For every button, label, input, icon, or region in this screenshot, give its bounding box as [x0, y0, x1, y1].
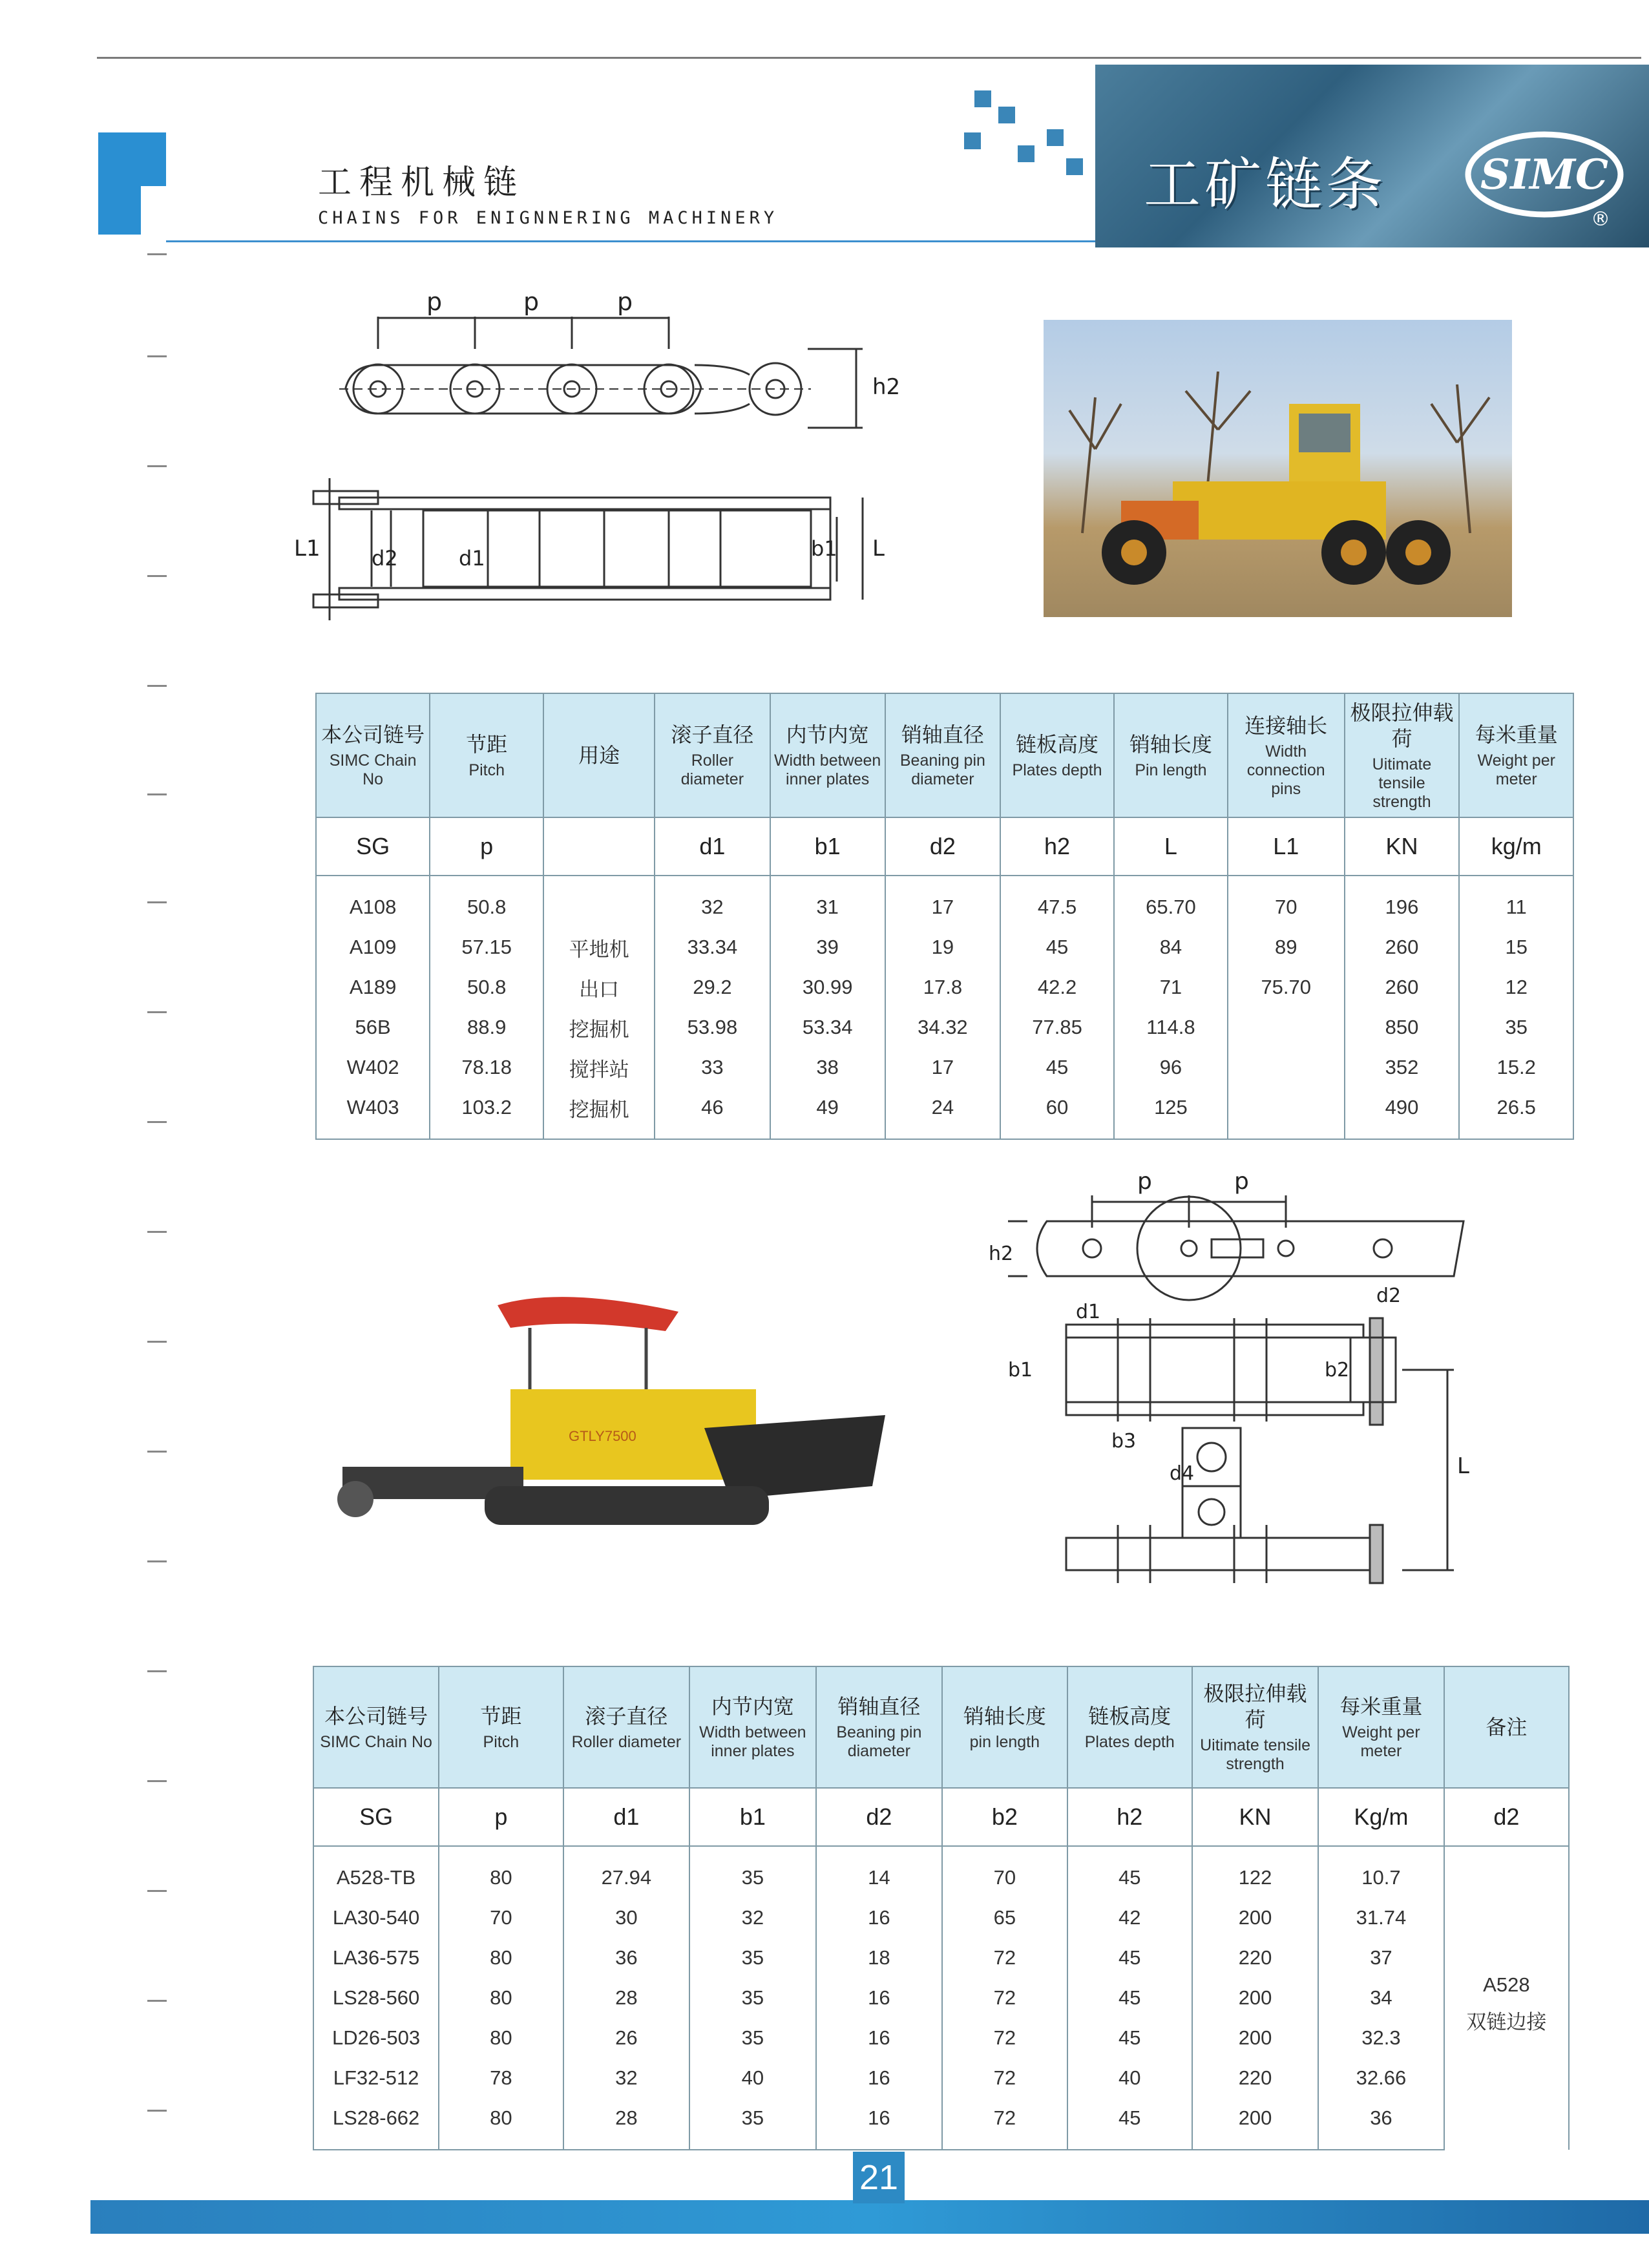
table-cell: 32 — [563, 2058, 690, 2098]
t1-symbol: KN — [1345, 817, 1460, 876]
t2-header-cell: 极限拉伸载荷 Uitimate tensile strength — [1192, 1666, 1318, 1788]
table-cell: 17 — [885, 1047, 1000, 1087]
margin-tick — [147, 1011, 167, 1013]
table-cell: 16 — [816, 1898, 943, 1938]
table-cell: 29.2 — [655, 967, 770, 1007]
table-row — [316, 927, 1573, 967]
table-cell: 45 — [1067, 1978, 1192, 2018]
table-cell: 78.18 — [430, 1047, 543, 1087]
table-row — [313, 1898, 1569, 1938]
remark-line: 双链边接 — [1466, 2011, 1547, 2034]
t2-symbol: KN — [1192, 1788, 1318, 1846]
table-cell: 260 — [1345, 927, 1460, 967]
L1-label: L1 — [294, 536, 320, 562]
table-cell: 30 — [563, 1898, 690, 1938]
table-cell: 40 — [689, 2058, 815, 2098]
t1-symbol: p — [430, 817, 543, 876]
svg-text:d4: d4 — [1170, 1462, 1195, 1485]
table-cell: 56B — [316, 1007, 430, 1047]
table-cell: 45 — [1067, 2018, 1192, 2058]
margin-tick — [147, 465, 167, 467]
table-cell: 11 — [1459, 876, 1573, 927]
table-row — [313, 1938, 1569, 1978]
table-cell: 70 — [1228, 876, 1345, 927]
grader-photo — [1044, 320, 1512, 617]
table-cell: 31 — [770, 876, 885, 927]
L-label: L — [872, 536, 885, 562]
table-cell: 32.66 — [1318, 2058, 1444, 2098]
svg-text:b2: b2 — [1325, 1359, 1350, 1381]
table-cell: 72 — [942, 2098, 1067, 2150]
table-cell: 72 — [942, 2018, 1067, 2058]
registered-mark: ® — [1591, 208, 1610, 231]
decor-square — [964, 132, 981, 149]
table-cell: 35 — [689, 1846, 815, 1898]
table-cell: 30.99 — [770, 967, 885, 1007]
table-cell: 57.15 — [430, 927, 543, 967]
table-cell: 200 — [1192, 2098, 1318, 2150]
table-cell: 27.94 — [563, 1846, 690, 1898]
table-cell: 18 — [816, 1938, 943, 1978]
page-title-cn: 工程机械链 — [318, 163, 525, 202]
table-cell: 490 — [1345, 1087, 1460, 1139]
table-cell: 平地机 — [543, 927, 655, 967]
table-cell: 72 — [942, 2058, 1067, 2098]
table-cell: 40 — [1067, 2058, 1192, 2098]
table-cell: A189 — [316, 967, 430, 1007]
table-cell: 42.2 — [1000, 967, 1114, 1007]
table-cell: 49 — [770, 1087, 885, 1139]
table-cell — [1228, 1007, 1345, 1047]
svg-text:h2: h2 — [989, 1243, 1014, 1265]
table-cell — [1228, 1047, 1345, 1087]
roller-chain-drawing — [294, 278, 901, 640]
t2-symbol: b1 — [689, 1788, 815, 1846]
table-cell: LA36-575 — [313, 1938, 439, 1978]
table-cell: 17 — [885, 876, 1000, 927]
margin-tick — [147, 575, 167, 577]
table-row — [316, 1007, 1573, 1047]
table-cell: 220 — [1192, 1938, 1318, 1978]
margin-tick — [147, 901, 167, 903]
simc-logo — [1464, 129, 1625, 220]
table-cell: 28 — [563, 2098, 690, 2150]
table-cell: 17.8 — [885, 967, 1000, 1007]
margin-tick — [147, 793, 167, 795]
table-cell: 26.5 — [1459, 1087, 1573, 1139]
table-cell: 42 — [1067, 1898, 1192, 1938]
page-number: 21 — [853, 2152, 905, 2203]
table-cell: LD26-503 — [313, 2018, 439, 2058]
table-cell: 16 — [816, 2018, 943, 2058]
decor-square — [974, 90, 991, 107]
table-cell: 60 — [1000, 1087, 1114, 1139]
machine-label: GTLY7500 — [569, 1428, 636, 1444]
table-cell: 32.3 — [1318, 2018, 1444, 2058]
margin-tick — [147, 1670, 167, 1672]
h2-label: h2 — [872, 374, 901, 400]
t1-header-cell: 销轴直径 Beaning pin diameter — [885, 693, 1000, 817]
svg-text:p: p — [1234, 1168, 1249, 1195]
table-cell: 70 — [439, 1898, 563, 1938]
table-cell: 37 — [1318, 1938, 1444, 1978]
svg-text:b3: b3 — [1111, 1430, 1137, 1453]
table-cell: W402 — [316, 1047, 430, 1087]
t1-header-cell: 节距 Pitch — [430, 693, 543, 817]
t1-header-cell: 销轴长度 Pin length — [1114, 693, 1228, 817]
svg-text:d2: d2 — [1376, 1285, 1402, 1307]
t1-header-cell: 用途 — [543, 693, 655, 817]
svg-text:d1: d1 — [1076, 1301, 1101, 1323]
header-accent-notch — [141, 186, 168, 238]
table-cell: W403 — [316, 1087, 430, 1139]
table-cell: 32 — [689, 1898, 815, 1938]
t2-symbol: d1 — [563, 1788, 690, 1846]
table-cell: 31.74 — [1318, 1898, 1444, 1938]
table-cell: LF32-512 — [313, 2058, 439, 2098]
table-cell: 35 — [689, 1938, 815, 1978]
table-cell: 71 — [1114, 967, 1228, 1007]
table-cell: 35 — [1459, 1007, 1573, 1047]
t2-symbol: h2 — [1067, 1788, 1192, 1846]
table-row — [316, 967, 1573, 1007]
b1-label: b1 — [811, 536, 837, 561]
t1-symbol: L1 — [1228, 817, 1345, 876]
table-row — [313, 1978, 1569, 2018]
table-cell: 96 — [1114, 1047, 1228, 1087]
decor-square — [998, 107, 1015, 123]
t1-symbol: L — [1114, 817, 1228, 876]
table-cell: 200 — [1192, 1978, 1318, 2018]
table-cell: 12 — [1459, 967, 1573, 1007]
table-cell: 出口 — [543, 967, 655, 1007]
t1-symbol: h2 — [1000, 817, 1114, 876]
table-cell: 72 — [942, 1938, 1067, 1978]
spec-table-2 — [313, 1666, 1570, 2150]
table-cell: 34.32 — [885, 1007, 1000, 1047]
table-cell: 36 — [1318, 2098, 1444, 2150]
table-cell: 220 — [1192, 2058, 1318, 2098]
table-cell: 196 — [1345, 876, 1460, 927]
margin-tick — [147, 2000, 167, 2002]
table-cell: 70 — [942, 1846, 1067, 1898]
t1-header-cell: 每米重量 Weight per meter — [1459, 693, 1573, 817]
header-rule — [166, 240, 1100, 242]
table-cell: 35 — [689, 2018, 815, 2058]
table-cell: 53.98 — [655, 1007, 770, 1047]
table-cell: 16 — [816, 2098, 943, 2150]
spec-table-1 — [315, 693, 1574, 1140]
table-cell: 45 — [1000, 1047, 1114, 1087]
t1-symbol: SG — [316, 817, 430, 876]
t1-header-cell: 滚子直径 Roller diameter — [655, 693, 770, 817]
table-cell — [543, 876, 655, 927]
table-cell: 88.9 — [430, 1007, 543, 1047]
table-cell: 125 — [1114, 1087, 1228, 1139]
table-cell: LS28-662 — [313, 2098, 439, 2150]
margin-tick — [147, 1451, 167, 1453]
table-cell: 16 — [816, 1978, 943, 2018]
table-cell: 15 — [1459, 927, 1573, 967]
decor-square — [1047, 129, 1064, 146]
margin-tick — [147, 1121, 167, 1123]
t1-header-cell: 连接轴长 Width connection pins — [1228, 693, 1345, 817]
decor-square — [1018, 145, 1035, 162]
table-cell: 78 — [439, 2058, 563, 2098]
remark-cell — [1444, 1846, 1569, 2150]
table-cell: 45 — [1067, 2098, 1192, 2150]
t1-symbol — [543, 817, 655, 876]
table-row — [313, 1846, 1569, 1898]
table-cell: 14 — [816, 1846, 943, 1898]
t2-header-cell: 滚子直径 Roller diameter — [563, 1666, 690, 1788]
table-cell: 38 — [770, 1047, 885, 1087]
margin-tick — [147, 1890, 167, 1892]
table-cell: 65.70 — [1114, 876, 1228, 927]
svg-text:p: p — [1137, 1168, 1152, 1195]
margin-tick — [147, 253, 167, 255]
margin-tick — [147, 1231, 167, 1233]
table-row — [316, 876, 1573, 927]
table-cell: A109 — [316, 927, 430, 967]
t2-header-cell: 链板高度 Plates depth — [1067, 1666, 1192, 1788]
decor-square — [1066, 158, 1083, 175]
table-cell: 45 — [1067, 1938, 1192, 1978]
paver-photo — [317, 1292, 898, 1551]
t2-header-cell: 每米重量 Weight per meter — [1318, 1666, 1444, 1788]
page-title-en: CHAINS FOR ENIGNNERING MACHINERY — [318, 208, 779, 228]
table-cell: 挖掘机 — [543, 1007, 655, 1047]
t1-symbol: b1 — [770, 817, 885, 876]
table-cell: 36 — [563, 1938, 690, 1978]
t1-header-cell: 本公司链号 SIMC Chain No — [316, 693, 430, 817]
margin-tick — [147, 1780, 167, 1782]
table-cell: 80 — [439, 1938, 563, 1978]
margin-tick — [147, 2110, 167, 2112]
t1-symbol: d1 — [655, 817, 770, 876]
table-cell: 26 — [563, 2018, 690, 2058]
table-cell: A528-TB — [313, 1846, 439, 1898]
table-cell: 32 — [655, 876, 770, 927]
t2-symbol: SG — [313, 1788, 439, 1846]
table-cell: 搅拌站 — [543, 1047, 655, 1087]
table-cell: 46 — [655, 1087, 770, 1139]
table-cell: 122 — [1192, 1846, 1318, 1898]
table-cell: 200 — [1192, 1898, 1318, 1938]
table-cell: 53.34 — [770, 1007, 885, 1047]
paver-chain-drawing — [989, 1163, 1506, 1583]
table-cell: 16 — [816, 2058, 943, 2098]
table-cell: 80 — [439, 2018, 563, 2058]
table-cell: 33.34 — [655, 927, 770, 967]
table-cell: 352 — [1345, 1047, 1460, 1087]
table-cell: 挖掘机 — [543, 1087, 655, 1139]
t2-header-cell: 备注 — [1444, 1666, 1569, 1788]
table-cell — [1228, 1087, 1345, 1139]
table-cell: 28 — [563, 1978, 690, 2018]
table-cell: A108 — [316, 876, 430, 927]
table-cell: 72 — [942, 1978, 1067, 2018]
t2-symbol: b2 — [942, 1788, 1067, 1846]
svg-text:b1: b1 — [1008, 1359, 1033, 1381]
table-cell: 50.8 — [430, 876, 543, 927]
d1-label: d1 — [459, 546, 485, 571]
table-cell: 80 — [439, 2098, 563, 2150]
banner-text: 工矿链条 — [1144, 151, 1387, 218]
t2-header-cell: 销轴长度 pin length — [942, 1666, 1067, 1788]
svg-text:L: L — [1457, 1453, 1469, 1479]
table-cell: 15.2 — [1459, 1047, 1573, 1087]
table-row — [316, 1047, 1573, 1087]
table-cell: 19 — [885, 927, 1000, 967]
table-cell: LS28-560 — [313, 1978, 439, 2018]
table-cell: 77.85 — [1000, 1007, 1114, 1047]
t1-symbol: kg/m — [1459, 817, 1573, 876]
table-row — [316, 1087, 1573, 1139]
t2-header-cell: 节距 Pitch — [439, 1666, 563, 1788]
table-cell: 850 — [1345, 1007, 1460, 1047]
table-cell: 47.5 — [1000, 876, 1114, 927]
table-cell: 35 — [689, 1978, 815, 2018]
brand-text: SIMC — [1480, 151, 1608, 199]
t2-header-cell: 本公司链号 SIMC Chain No — [313, 1666, 439, 1788]
table-cell: 260 — [1345, 967, 1460, 1007]
table-cell: 89 — [1228, 927, 1345, 967]
table-cell: 84 — [1114, 927, 1228, 967]
remark-line: A528 — [1483, 1973, 1530, 1996]
table-cell: 45 — [1067, 1846, 1192, 1898]
table-cell: 80 — [439, 1846, 563, 1898]
pitch-label: p — [426, 288, 443, 316]
table-row — [313, 2018, 1569, 2058]
pitch-label: p — [523, 288, 540, 316]
margin-tick — [147, 685, 167, 687]
table-cell: 75.70 — [1228, 967, 1345, 1007]
table-row — [313, 2058, 1569, 2098]
table-cell: LA30-540 — [313, 1898, 439, 1938]
t2-header-cell: 内节内宽 Width between inner plates — [689, 1666, 815, 1788]
table-cell: 103.2 — [430, 1087, 543, 1139]
footer-bar — [90, 2200, 1649, 2234]
table-cell: 114.8 — [1114, 1007, 1228, 1047]
table-cell: 200 — [1192, 2018, 1318, 2058]
pitch-label: p — [617, 288, 633, 316]
t1-header-cell: 极限拉伸载荷 Uitimate tensile strength — [1345, 693, 1460, 817]
table-cell: 34 — [1318, 1978, 1444, 2018]
table-cell: 65 — [942, 1898, 1067, 1938]
t1-header-cell: 链板高度 Plates depth — [1000, 693, 1114, 817]
table-cell: 80 — [439, 1978, 563, 2018]
t2-symbol: Kg/m — [1318, 1788, 1444, 1846]
top-rule — [97, 57, 1641, 59]
t2-header-cell: 销轴直径 Beaning pin diameter — [816, 1666, 943, 1788]
table-cell: 24 — [885, 1087, 1000, 1139]
table-cell: 45 — [1000, 927, 1114, 967]
margin-tick — [147, 1341, 167, 1343]
margin-tick — [147, 355, 167, 357]
table-cell: 35 — [689, 2098, 815, 2150]
table-cell: 33 — [655, 1047, 770, 1087]
table-cell: 39 — [770, 927, 885, 967]
d2-label: d2 — [372, 546, 398, 571]
t1-symbol: d2 — [885, 817, 1000, 876]
t2-symbol: d2 — [1444, 1788, 1569, 1846]
table-cell: 50.8 — [430, 967, 543, 1007]
t2-symbol: p — [439, 1788, 563, 1846]
table-row — [313, 2098, 1569, 2150]
t2-symbol: d2 — [816, 1788, 943, 1846]
table-cell: 10.7 — [1318, 1846, 1444, 1898]
t1-header-cell: 内节内宽 Width between inner plates — [770, 693, 885, 817]
margin-tick — [147, 1560, 167, 1562]
